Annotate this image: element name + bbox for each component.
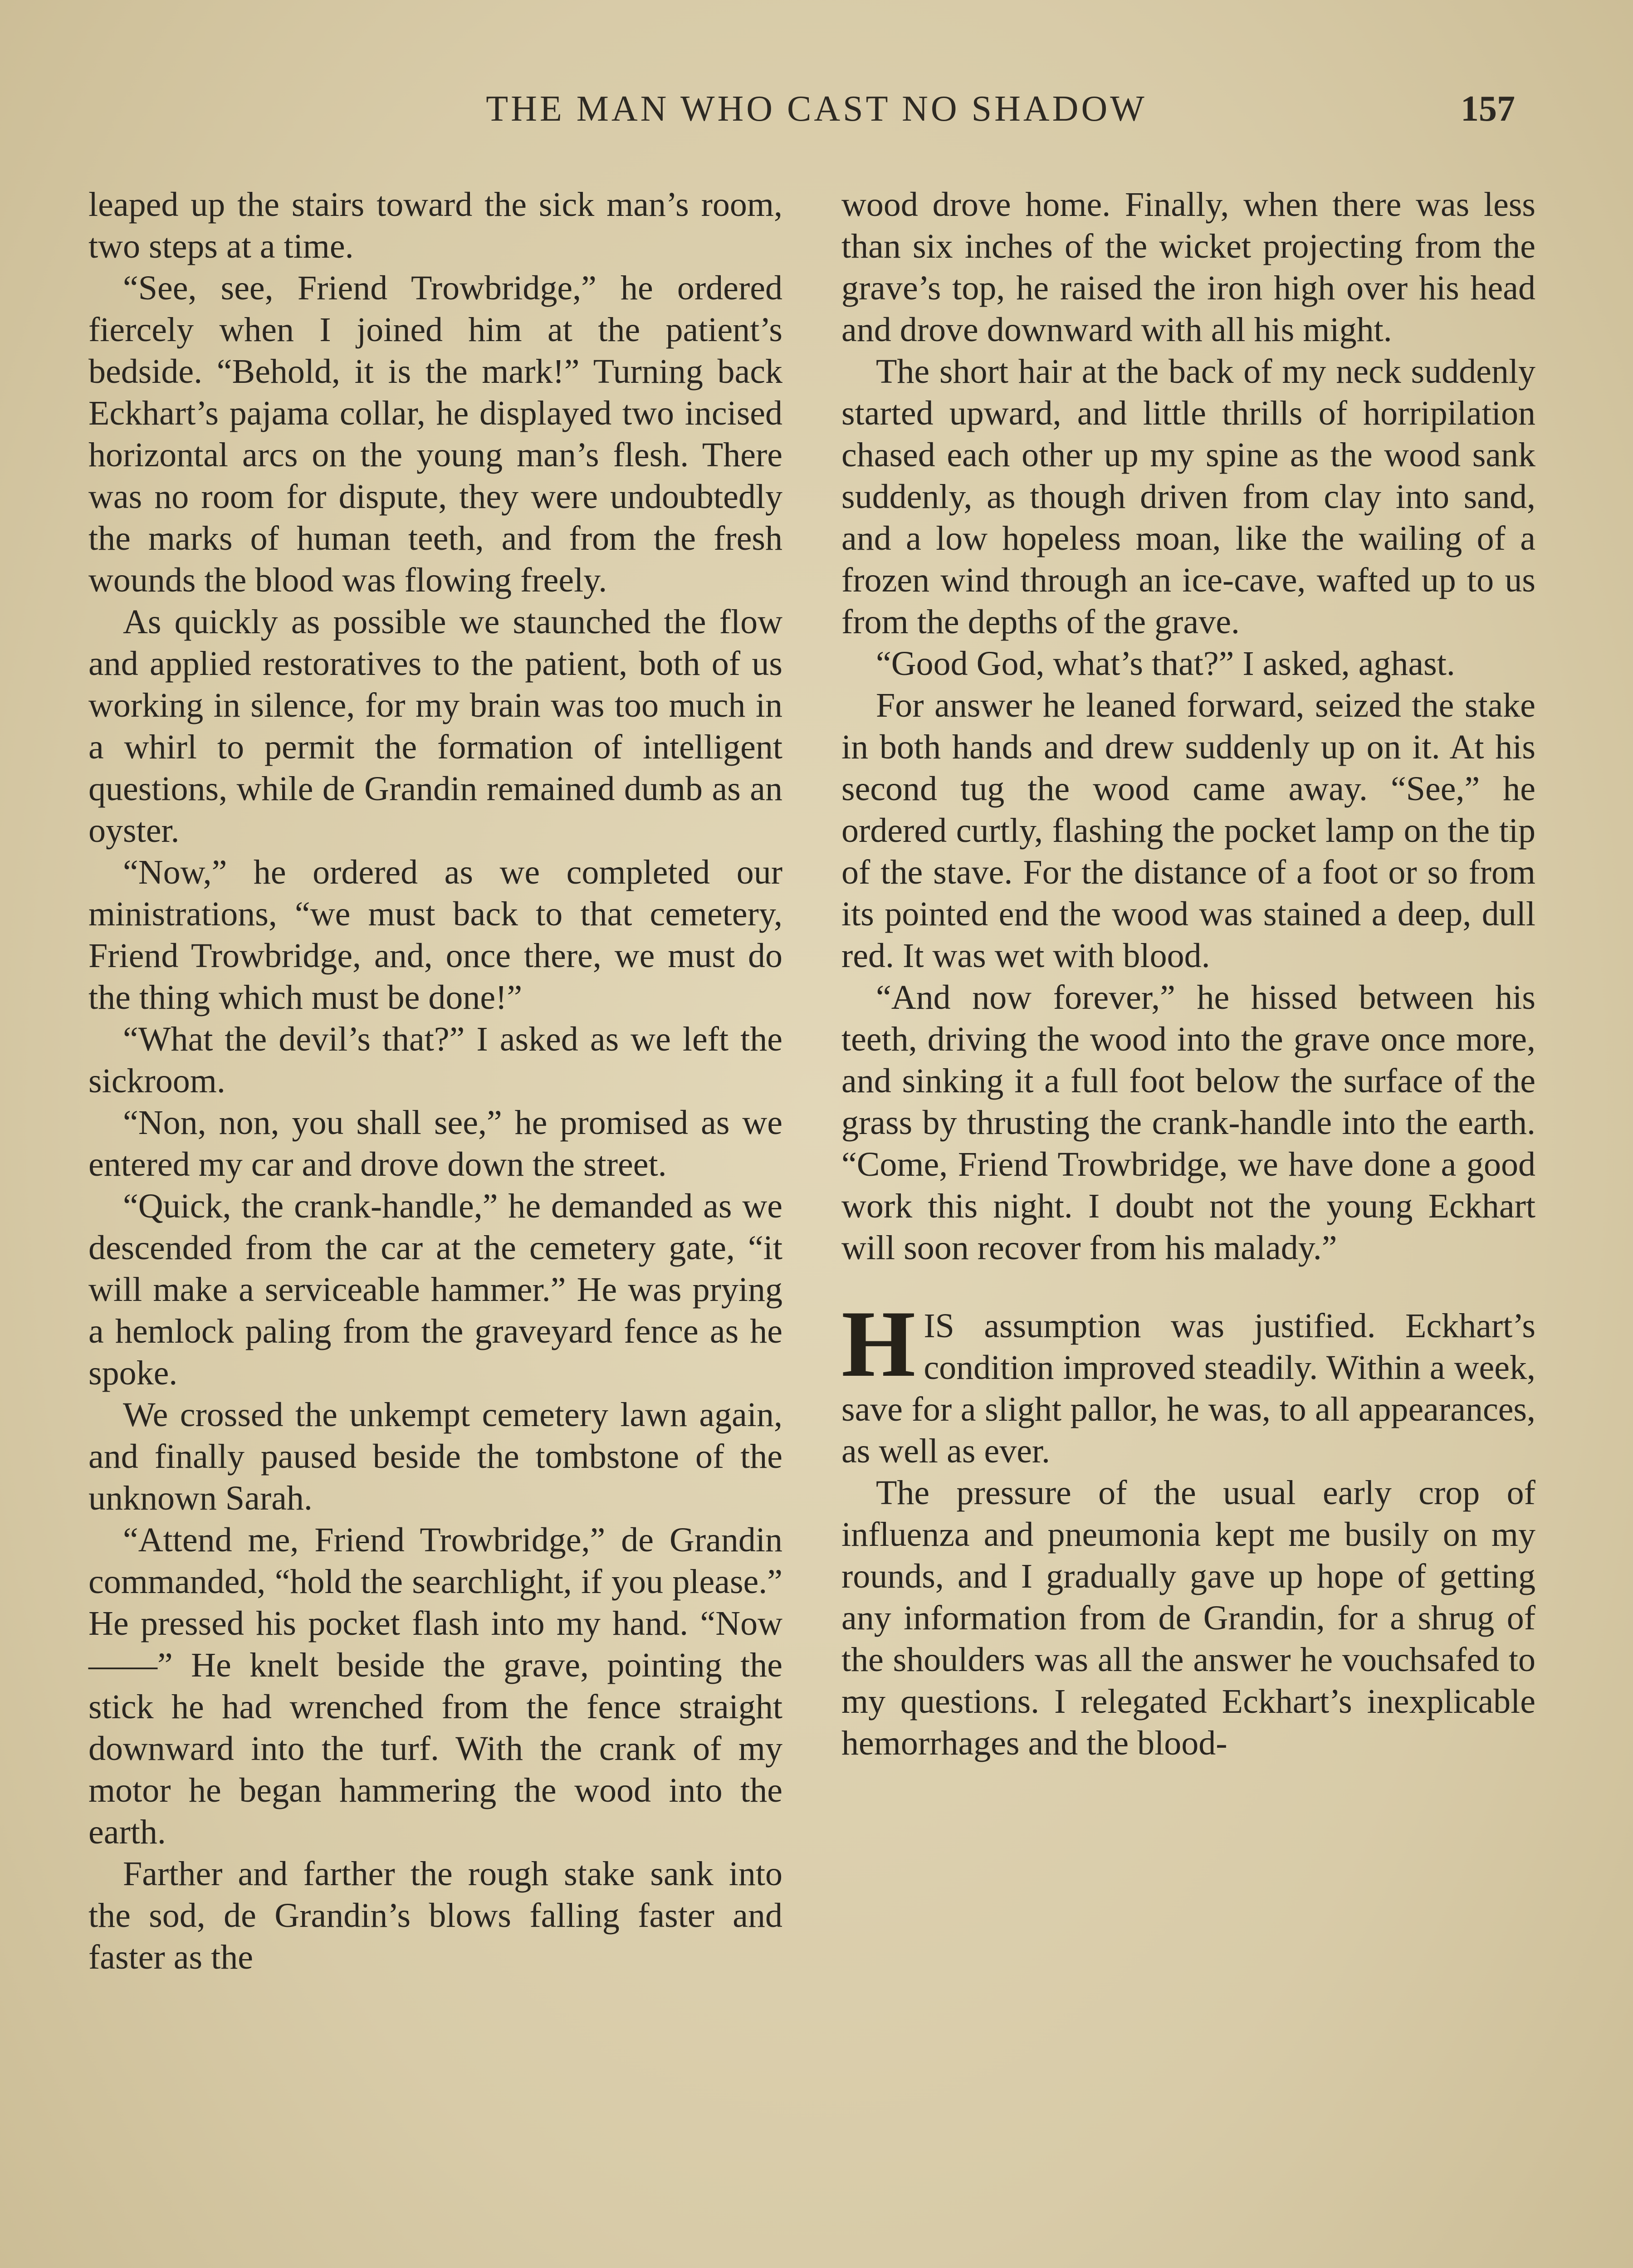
paragraph: “And now forever,” he hissed between his teeth, driving the wood into the grave once more, and sinking it a full foot below the surface of the grass by thrusting the crank-handle into the earth. “Come, Friend Trowbridge, we have done a good work this night. I doubt not the young Eckhart will soon recover from his malady.” xyxy=(841,978,1535,1267)
drop-cap: H xyxy=(841,1291,916,1397)
paragraph: “Attend me, Friend Trowbridge,” de Grandin commanded, “hold the searchlight, if you please.” He pressed his pocket flash into my hand. “Now——” He knelt beside the grave, pointing the stick he had wrenched from the fence straight downward into the turf. With the crank of my motor he began hammering the wood into the earth. xyxy=(88,1521,782,1851)
page-header xyxy=(0,79,1633,143)
paragraph: “Non, non, you shall see,” he promised as we entered my car and drove down the street. xyxy=(88,1104,782,1183)
paragraph: Farther and farther the rough stake sank into the sod, de Grandin’s blows falling faster and faster as the xyxy=(88,1855,782,1976)
section-break xyxy=(841,1269,1535,1305)
paragraph: We crossed the unkempt cemetery lawn again, and finally paused beside the tombstone of the unknown Sarah. xyxy=(88,1396,782,1517)
paragraph: “Now,” he ordered as we completed our ministrations, “we must back to that cemetery, Friend Trowbridge, and, once there, we must do the thing which must be done!” xyxy=(88,853,782,1017)
paragraph: The pressure of the usual early crop of influenza and pneumonia kept me busily on my rounds, and I gradually gave up hope of getting any information from de Grandin, for a shrug of the shoulders was all the answer he vouchsafed to my questions. I relegated Eckhart’s inexplicable hemorrhages and the blood- xyxy=(841,1474,1535,1762)
paragraph: “Good God, what’s that?” I asked, aghast. xyxy=(876,645,1455,683)
section-opening-paragraph xyxy=(841,1291,1535,1472)
paragraph: “Quick, the crank-handle,” he demanded as we descended from the car at the cemetery gate, “it will make a serviceable hammer.” He was prying a hemlock paling from the graveyard fence as he spoke. xyxy=(88,1187,782,1392)
paragraph: wood drove home. Finally, when there was less than six inches of the wicket projecting from the grave’s top, he raised the iron high over his head and drove downward with all his might. xyxy=(841,186,1535,349)
running-title: THE MAN WHO CAST NO SHADOW xyxy=(486,89,1147,129)
section-opening-text: IS assumption was justified. Eckhart’s condition improved steadily. Within a week, save for a slight pallor, he was, to all appearances, as well as ever. xyxy=(841,1307,1535,1470)
page-number: 157 xyxy=(1461,89,1515,129)
paragraph: “What the devil’s that?” I asked as we left the sickroom. xyxy=(88,1020,782,1100)
paragraph: The short hair at the back of my neck suddenly started upward, and little thrills of horripilation chased each other up my spine as the wood sank suddenly, as though driven from clay into sand, and a low hopeless moan, like the wailing of a frozen wind through an ice-cave, wafted up to us from the depths of the grave. xyxy=(841,352,1535,641)
paragraph: “See, see, Friend Trowbridge,” he ordered fiercely when I joined him at the patient’s bedside. “Behold, it is the mark!” Turning back Eckhart’s pajama collar, he displayed two incised horizontal arcs on the young man’s flesh. There was no room for dispute, they were undoubtedly the marks of human teeth, and from the fresh wounds the blood was flowing freely. xyxy=(88,269,782,599)
right-column xyxy=(841,184,1535,1764)
paragraph: As quickly as possible we staunched the flow and applied restoratives to the patient, both of us working in silence, for my brain was too much in a whirl to permit the formation of intelligent questions, while de Grandin remained dumb as an oyster. xyxy=(88,603,782,850)
paragraph: For answer he leaned forward, seized the stake in both hands and drew suddenly up on it. At his second tug the wood came away. “See,” he ordered curtly, flashing the pocket lamp on the tip of the stave. For the distance of a foot or so from its pointed end the wood was stained a deep, dull red. It was wet with blood. xyxy=(841,686,1535,975)
paragraph: leaped up the stairs toward the sick man’s room, two steps at a time. xyxy=(88,186,782,265)
left-column xyxy=(88,184,782,1978)
